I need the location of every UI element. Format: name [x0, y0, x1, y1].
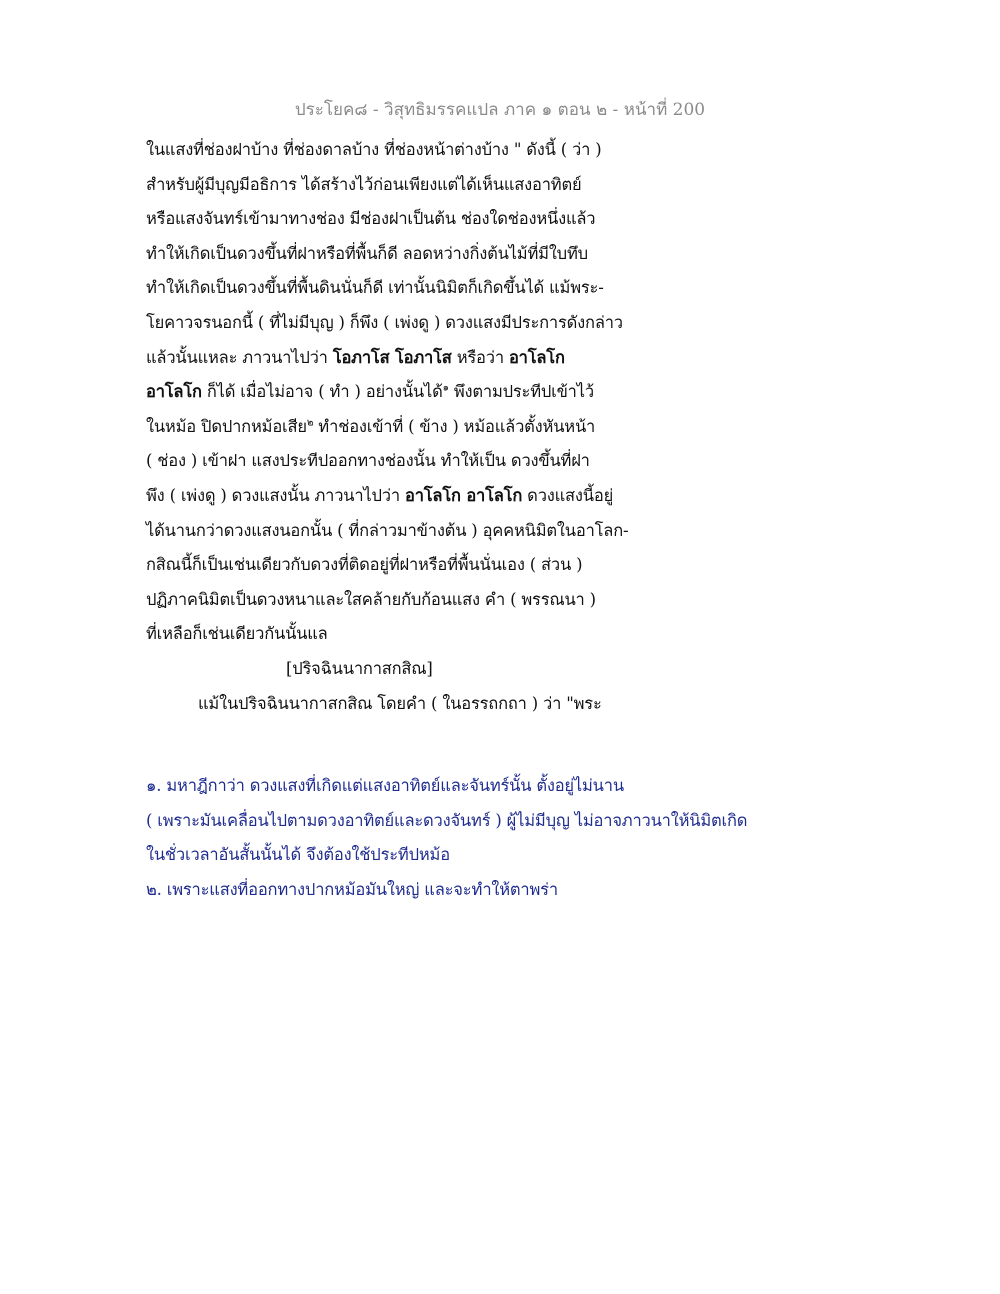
text-line: กสิณนี้ก็เป็นเช่นเดียวกับดวงที่ติดอยู่ที่ฝาหรือที่พื้นนั่นเอง ( ส่วน ) — [146, 555, 583, 575]
text-line: ปฏิภาคนิมิตเป็นดวงหนาและใสคล้ายกับก้อนแสง คำ ( พรรณนา ) — [146, 589, 596, 609]
body-text — [146, 133, 846, 721]
text-line: แม้ในปริจฉินนากาสกสิณ โดยคำ ( ในอรรถกถา ) ว่า "พระ — [198, 693, 602, 713]
footnote-line: ( เพราะมันเคลื่อนไปตามดวงอาทิตย์และดวงจันทร์ ) ผู้ไม่มีบุญ ไม่อาจภาวนาให้นิมิตเกิด — [146, 810, 748, 830]
text-line — [146, 341, 846, 376]
footnote-marker: ๒ — [306, 417, 314, 429]
text-segment: หรือว่า — [451, 347, 509, 367]
page-header: ประโยค๘ - วิสุทธิมรรคแปล ภาค ๑ ตอน ๒ - หน้าที่ 200 — [294, 100, 706, 120]
text-line: โยคาวจรนอกนี้ ( ที่ไม่มีบุญ ) ก็พึง ( เพ่งดู ) ดวงแสงมีประการดังกล่าว — [146, 312, 623, 332]
text-line — [146, 375, 846, 410]
text-line: ( ช่อง ) เข้าฝา แสงประทีปออกทางช่องนั้น ทำให้เป็น ดวงขึ้นที่ฝา — [146, 451, 590, 471]
text-line — [146, 410, 846, 445]
text-segment: แล้วนั้นแหละ ภาวนาไปว่า — [146, 347, 333, 367]
footnote-line: ในชั่วเวลาอันสั้นนั้นได้ จึงต้องใช้ประทีปหม้อ — [146, 845, 450, 865]
bold-term: อาโลโก — [146, 382, 202, 402]
footnote-line: ๒. เพราะแสงที่ออกทางปากหม้อมันใหญ่ และจะทำให้ตาพร่า — [146, 879, 558, 899]
bold-term: อาโลโก — [508, 347, 565, 367]
footnote-line: ๑. มหาฎีกาว่า ดวงแสงที่เกิดแต่แสงอาทิตย์และจันทร์นั้น ตั้งอยู่ไม่นาน — [146, 776, 624, 795]
bold-term: อาโลโก อาโลโก — [404, 485, 523, 505]
text-segment: ในหม้อ ปิดปากหม้อเสีย — [146, 416, 307, 436]
text-line: หรือแสงจันทร์เข้ามาทางช่อง มีช่องฝาเป็นต้น ช่องใดช่องหนึ่งแล้ว — [146, 209, 596, 229]
footnotes — [146, 768, 866, 906]
footnote-marker: ๑ — [442, 382, 449, 394]
text-segment: พึงตามประทีปเข้าไว้ — [448, 382, 594, 402]
section-heading: [ปริจฉินนากาสกสิณ] — [286, 658, 433, 678]
text-segment: พึง ( เพ่งดู ) ดวงแสงนั้น ภาวนาไปว่า — [146, 485, 405, 505]
text-line: ทำให้เกิดเป็นดวงขึ้นที่พื้นดินนั่นก็ดี เท่านั้นนิมิตก็เกิดขึ้นได้ แม้พระ- — [146, 278, 604, 298]
text-segment: ก็ได้ เมื่อไม่อาจ ( ทำ ) อย่างนั้นได้ — [201, 382, 443, 402]
text-segment: ทำช่องเข้าที่ ( ข้าง ) หม้อแล้วตั้งหันหน้า — [313, 416, 596, 436]
text-line: ในแสงที่ช่องฝาบ้าง ที่ช่องดาลบ้าง ที่ช่องหน้าต่างบ้าง " ดังนี้ ( ว่า ) — [146, 140, 602, 159]
text-line — [146, 479, 846, 514]
bold-term: โอภาโส โอภาโส — [332, 347, 452, 367]
text-line: ทำให้เกิดเป็นดวงขึ้นที่ฝาหรือที่พื้นก็ดี ลอดหว่างกิ่งต้นไม้ที่มีใบทึบ — [146, 243, 588, 263]
text-line: ที่เหลือก็เช่นเดียวกันนั้นแล — [146, 624, 328, 644]
text-segment: ดวงแสงนี้อยู่ — [522, 485, 614, 505]
text-line: ได้นานกว่าดวงแสงนอกนั้น ( ที่กล่าวมาข้างต้น ) อุคคหนิมิตในอาโลก- — [146, 520, 629, 540]
text-line: สำหรับผู้มีบุญมีอธิการ ได้สร้างไว้ก่อนเพียงแต่ได้เห็นแสงอาทิตย์ — [146, 174, 582, 194]
